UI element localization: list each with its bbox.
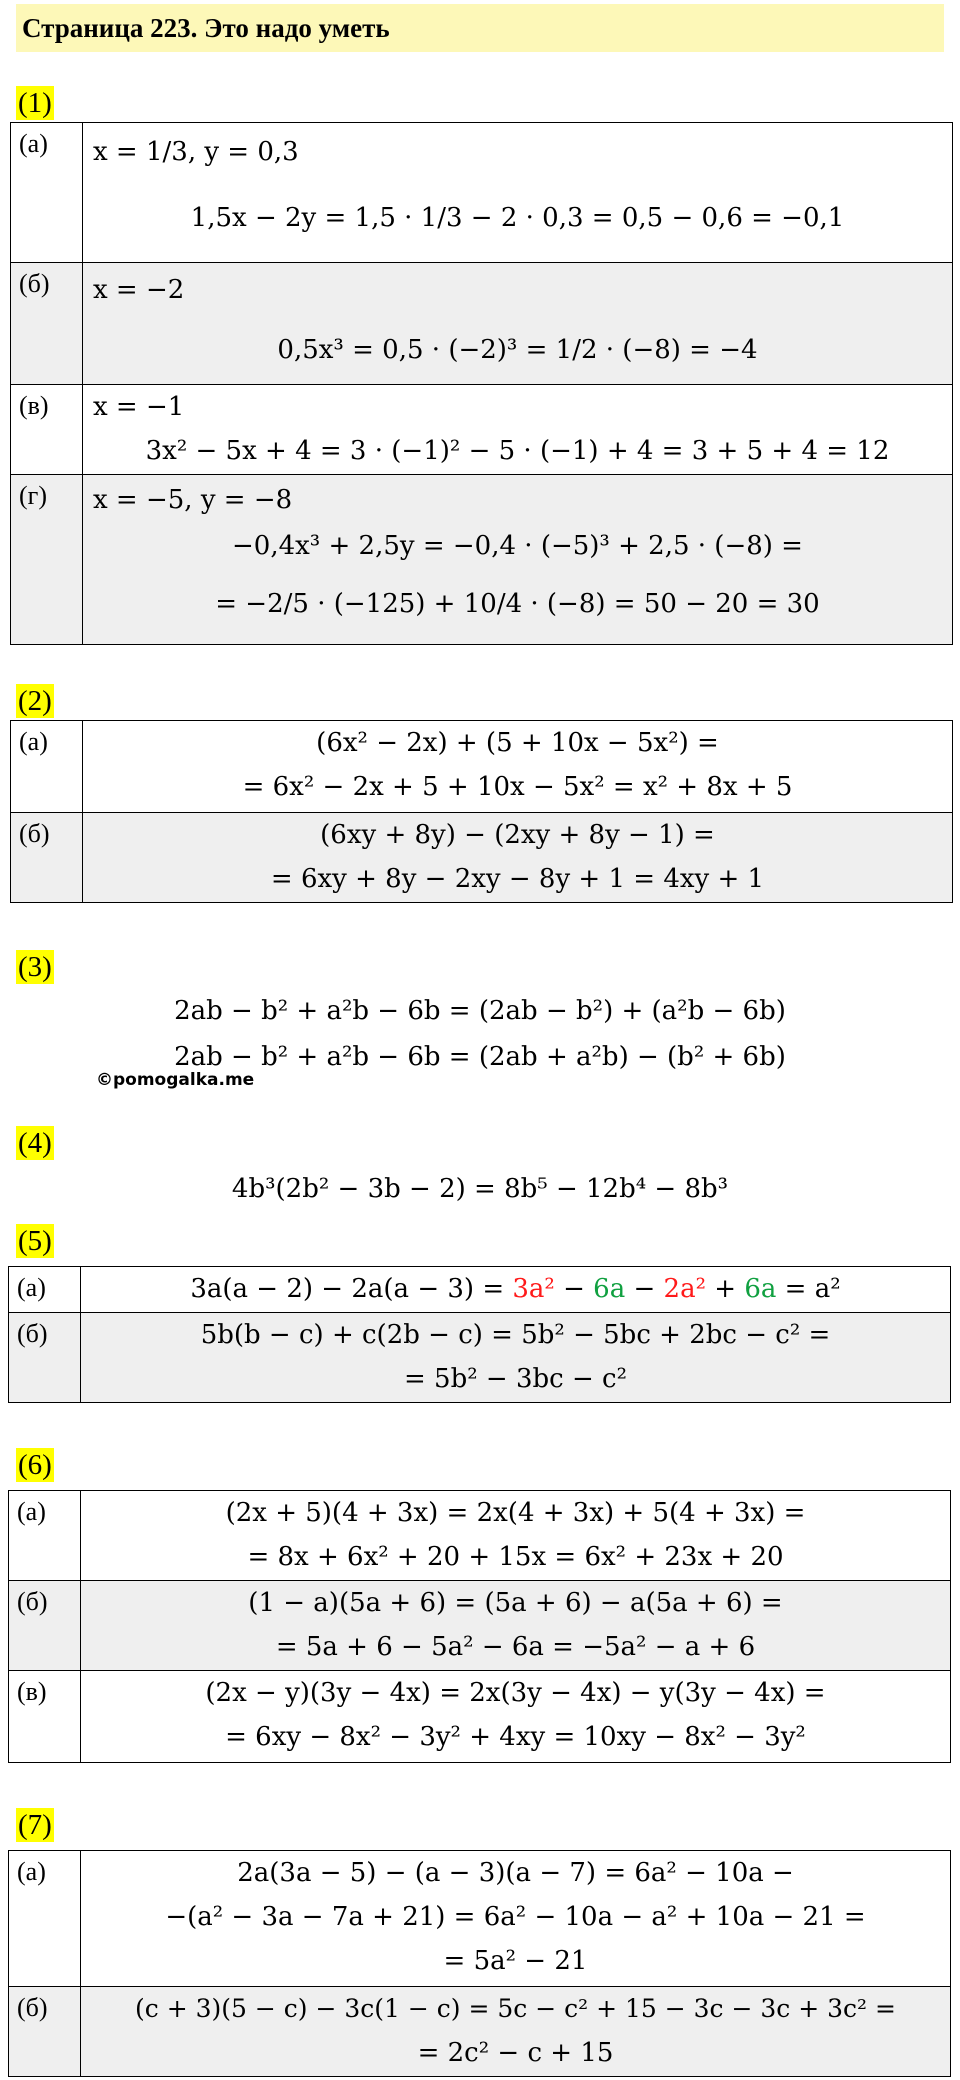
table-row <box>11 475 953 645</box>
task-2-table <box>10 720 953 903</box>
expr-part: = a² <box>776 1274 841 1304</box>
expr-part: 3a(a − 2) − 2a(a − 3) = <box>190 1274 513 1304</box>
task-number-1: (1) <box>18 87 52 119</box>
math-line: 0,5x³ = 0,5 · (−2)³ = 1/2 · (−8) = −4 <box>277 335 758 365</box>
row-label: (б) <box>11 813 83 903</box>
expr-part-green: 6a <box>593 1274 626 1304</box>
math-line: (6x² − 2x) + (5 + 10x − 5x²) = <box>316 728 719 758</box>
math-line: = 6x² − 2x + 5 + 10x − 5x² = x² + 8x + 5 <box>242 772 793 802</box>
row-label: (а) <box>9 1491 81 1581</box>
table-row <box>11 813 953 903</box>
row-label: (в) <box>9 1671 81 1763</box>
table-row <box>11 721 953 813</box>
row-label: (б) <box>9 1313 81 1403</box>
math-line: (2x − y)(3y − 4x) = 2x(3y − 4x) − y(3y − 4x) = <box>205 1678 826 1708</box>
row-label: (б) <box>9 1581 81 1671</box>
row-content <box>81 1851 951 1987</box>
row-label: (б) <box>9 1987 81 2077</box>
task-7-table <box>8 1850 951 2077</box>
table-row <box>9 1267 951 1313</box>
row-label: (в) <box>11 385 83 475</box>
task-number-7: (7) <box>18 1809 52 1841</box>
row-content <box>83 123 953 263</box>
math-line: = 6xy − 8x² − 3y² + 4xy = 10xy − 8x² − 3y² <box>225 1722 806 1752</box>
math-line: 2a(3a − 5) − (a − 3)(a − 7) = 6a² − 10a − <box>237 1858 794 1888</box>
task-6-table <box>8 1490 951 1763</box>
task-5-table <box>8 1266 951 1403</box>
expr-part-red: 2a² <box>663 1274 707 1304</box>
page-title: Страница 223. Это надо уметь <box>16 4 944 52</box>
math-line: −0,4x³ + 2,5y = −0,4 · (−5)³ + 2,5 · (−8) = <box>232 531 803 561</box>
row-content <box>83 385 953 475</box>
table-row <box>9 1987 951 2077</box>
row-content <box>81 1581 951 1671</box>
expr-part: − <box>554 1274 594 1304</box>
row-label: (а) <box>11 123 83 263</box>
expr-part: − <box>625 1274 664 1304</box>
row-content <box>83 813 953 903</box>
row-content <box>81 1267 951 1313</box>
math-line: = −2/5 · (−125) + 10/4 · (−8) = 50 − 20 = 30 <box>215 589 820 619</box>
task-number-4: (4) <box>18 1127 52 1159</box>
math-line: (1 − a)(5a + 6) = (5a + 6) − a(5a + 6) = <box>248 1588 783 1618</box>
task-number-3: (3) <box>18 951 52 983</box>
table-row <box>11 123 953 263</box>
row-content <box>81 1491 951 1581</box>
row-content <box>83 721 953 813</box>
row-label: (б) <box>11 263 83 385</box>
math-line <box>81 1267 950 1311</box>
math-line: 2ab − b² + a²b − 6b = (2ab − b²) + (a²b − 6b) <box>174 996 786 1026</box>
math-line: x = −5, y = −8 <box>93 485 293 515</box>
math-line: −(a² − 3a − 7a + 21) = 6a² − 10a − a² + 10a − 21 = <box>165 1902 866 1932</box>
math-line: = 2c² − c + 15 <box>417 2038 614 2068</box>
math-line: (2x + 5)(4 + 3x) = 2x(4 + 3x) + 5(4 + 3x) = <box>225 1498 806 1528</box>
math-line: (c + 3)(5 − c) − 3c(1 − c) = 5c − c² + 15 − 3c − 3c + 3c² = <box>135 1994 896 2023</box>
task-number-2: (2) <box>18 685 52 717</box>
table-row <box>11 385 953 475</box>
row-label: (а) <box>11 721 83 813</box>
math-line: x = 1/3, y = 0,3 <box>93 137 299 167</box>
table-row <box>11 263 953 385</box>
math-line: x = −1 <box>93 392 185 422</box>
watermark: ©pomogalka.me <box>96 1070 255 1090</box>
math-line: = 5a² − 21 <box>443 1946 588 1976</box>
math-line: 4b³(2b² − 3b − 2) = 8b⁵ − 12b⁴ − 8b³ <box>231 1174 729 1204</box>
row-content <box>81 1313 951 1403</box>
math-line: = 5a + 6 − 5a² − 6a = −5a² − a + 6 <box>275 1632 756 1662</box>
math-line: 5b(b − c) + c(2b − c) = 5b² − 5bc + 2bc − c² = <box>200 1320 831 1350</box>
task-1-table <box>10 122 953 645</box>
row-content <box>83 475 953 645</box>
table-row <box>9 1491 951 1581</box>
table-row <box>9 1671 951 1763</box>
table-row <box>9 1851 951 1987</box>
row-content <box>81 1671 951 1763</box>
math-line: = 8x + 6x² + 20 + 15x = 6x² + 23x + 20 <box>247 1542 784 1572</box>
row-label: (г) <box>11 475 83 645</box>
math-line: x = −2 <box>93 275 185 305</box>
row-label: (а) <box>9 1851 81 1987</box>
math-line: (6xy + 8y) − (2xy + 8y − 1) = <box>320 820 715 850</box>
math-line: = 6xy + 8y − 2xy − 8y + 1 = 4xy + 1 <box>270 864 765 894</box>
expr-part: + <box>706 1274 745 1304</box>
expr-part-green: 6a <box>744 1274 777 1304</box>
math-line: 2ab − b² + a²b − 6b = (2ab + a²b) − (b² + 6b) <box>174 1042 786 1072</box>
math-line: 1,5x − 2y = 1,5 · 1/3 − 2 · 0,3 = 0,5 − 0,6 = −0,1 <box>190 203 845 233</box>
table-row <box>9 1313 951 1403</box>
table-row <box>9 1581 951 1671</box>
row-label: (а) <box>9 1267 81 1313</box>
expr-part-red: 3a² <box>512 1274 555 1304</box>
task-number-6: (6) <box>18 1449 52 1481</box>
math-line: 3x² − 5x + 4 = 3 · (−1)² − 5 · (−1) + 4 = 3 + 5 + 4 = 12 <box>145 436 890 466</box>
row-content <box>83 263 953 385</box>
row-content <box>81 1987 951 2077</box>
task-number-5: (5) <box>18 1225 52 1257</box>
math-line: = 5b² − 3bc − c² <box>403 1364 628 1394</box>
